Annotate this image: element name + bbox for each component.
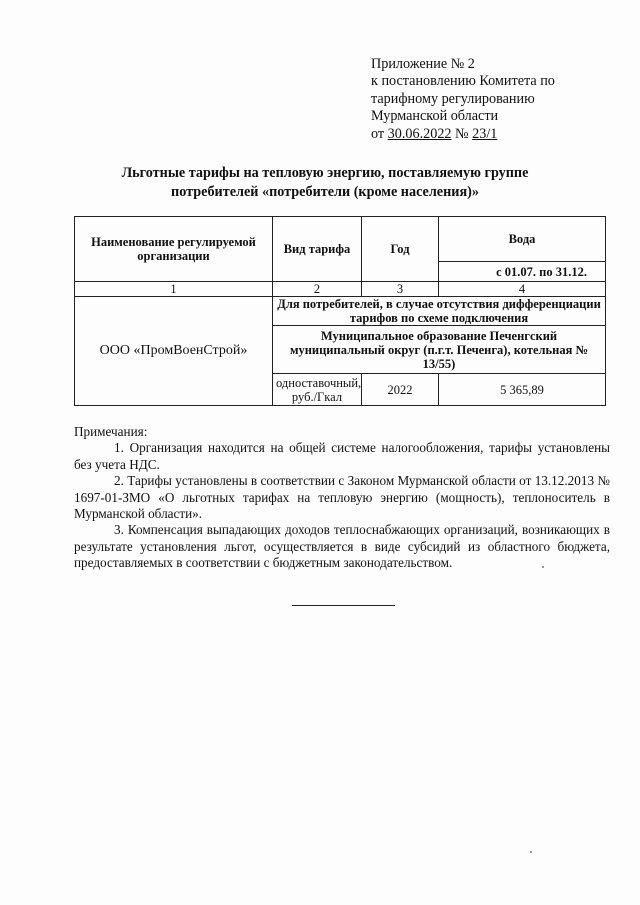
tariff-type-cell: одноставочный, руб./Гкал <box>273 374 362 406</box>
tariff-table <box>74 216 606 406</box>
header-tariff-type: Вид тарифа <box>273 217 362 282</box>
document-title <box>60 164 590 202</box>
title-line-1: Льготные тарифы на тепловую энергию, поставляемую группе <box>121 165 529 181</box>
column-number: 2 <box>273 282 362 297</box>
appendix-region-line: Мурманской области <box>371 108 499 125</box>
organization-name: ООО «ПромВоенСтрой» <box>75 297 273 406</box>
header-water: Вода <box>439 217 606 262</box>
tariff-year-cell: 2022 <box>362 374 439 406</box>
notes-section <box>74 424 610 572</box>
decree-number: 23/1 <box>472 125 498 142</box>
column-number: 1 <box>75 282 273 297</box>
appendix-header <box>371 56 621 143</box>
appendix-title: Приложение № 2 <box>371 56 475 72</box>
consumer-group-note: Для потребителей, в случае отсутствия дифференциации тарифов по схеме подключения <box>273 297 606 326</box>
notes-heading: Примечания: <box>74 424 148 439</box>
decree-date: 30.06.2022 <box>387 125 452 142</box>
column-number: 3 <box>362 282 439 297</box>
column-number: 4 <box>439 282 606 297</box>
scan-speck <box>530 851 532 853</box>
note-item: 2. Тарифы установлены в соответствии с Законом Мурманской области от 13.12.2013 № 1697-01-ЗМО «О льготных тарифах на тепловую энергию (мощность), теплоноситель в Мурманской области». <box>74 473 610 522</box>
tariff-value-cell: 5 365,89 <box>439 374 606 406</box>
closing-divider <box>292 605 395 606</box>
note-item: 3. Компенсация выпадающих доходов теплоснабжающих организаций, возникающих в результате установления льгот, осуществляется в виде субсидий из областного бюджета, предоставляемых в соответствии с бюджетным законодательством. <box>74 522 610 571</box>
column-number-row <box>75 282 606 297</box>
header-row <box>75 217 606 262</box>
appendix-date-line <box>371 126 621 143</box>
number-prefix: № <box>451 125 473 142</box>
scan-speck <box>542 566 544 568</box>
appendix-decree-line: к постановлению Комитета по <box>371 73 555 90</box>
title-line-2: потребителей «потребители (кроме населения)» <box>171 184 479 200</box>
group-note-row <box>75 297 606 326</box>
header-year: Год <box>362 217 439 282</box>
note-item: 1. Организация находится на общей системе налогообложения, тарифы установлены без учета НДС. <box>74 440 610 472</box>
municipality-boiler: Муниципальное образование Печенгский муниципальный округ (п.г.т. Печенга), котельная № 13/55) <box>273 326 606 374</box>
header-org: Наименование регулируемой организации <box>75 217 273 282</box>
appendix-committee-line: тарифному регулированию <box>371 90 535 107</box>
date-prefix: от <box>371 125 388 142</box>
header-period: с 01.07. по 31.12. <box>439 262 606 282</box>
